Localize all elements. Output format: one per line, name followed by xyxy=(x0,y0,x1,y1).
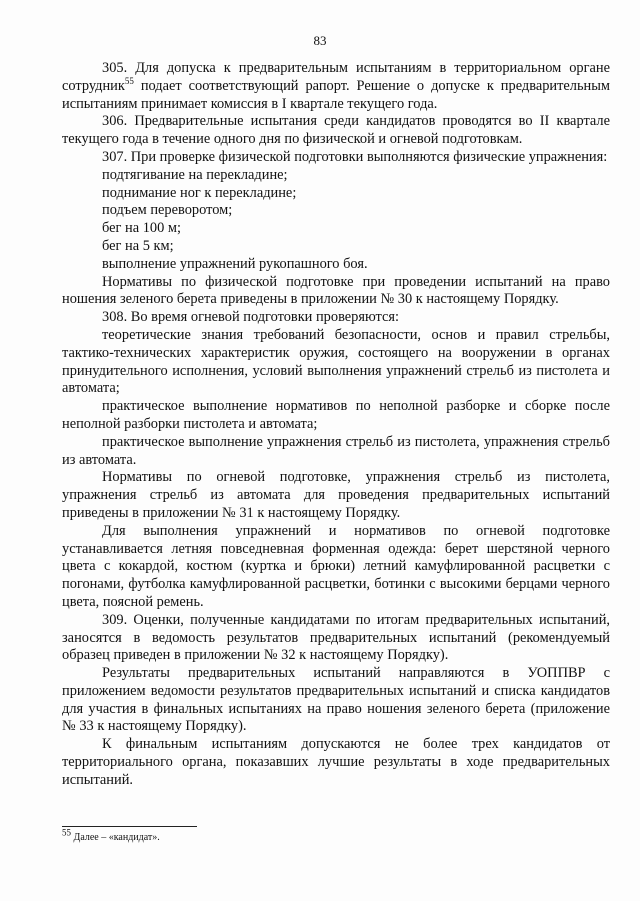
paragraph: Результаты предварительных испытаний направляются в УОППВР с приложением ведомости результатов предварительных испытаний и списка кандидатов для участия в финальных испытаниях на право ношения зеленого берета (приложение № 33 к настоящему Порядку). xyxy=(62,665,610,735)
paragraph: Нормативы по огневой подготовке, упражнения стрельб из пистолета, упражнения стрельб из автомата для проведения предварительных испытаний приведены в приложении № 31 к настоящему Порядку. xyxy=(62,469,610,521)
footnote-divider xyxy=(62,826,197,827)
list-item: подтягивание на перекладине; xyxy=(102,166,288,183)
list-item: теоретические знания требований безопасности, основ и правил стрельбы, тактико-технических характеристик оружия, состоящего на вооружении в органах принудительного исполнения, условий выполнения упражнений стрельб из пистолета и автомата; xyxy=(62,326,610,397)
paragraph: Для выполнения упражнений и нормативов по огневой подготовке устанавливается летняя повседневная форменная одежда: берет шерстяной черного цвета с кокардой, костюм (куртка и брюки) летний камуфлированной расцветки с погонами, футболка камуфлированной расцветки, ботинки с высокими берцами черного цвета, поясной ремень. xyxy=(62,522,610,610)
paragraph: К финальным испытаниям допускаются не более трех кандидатов от территориального органа, показавших лучшие результаты в ходе предварительных испытаний. xyxy=(62,736,610,788)
paragraph-text: 305. Для допуска к предварительным испытаниям в территориальном органе сотрудник xyxy=(62,60,610,94)
paragraph-309: 309. Оценки, полученные кандидатами по итогам предварительных испытаний, заносятся в ведомость результатов предварительных испытаний (рекомендуемый образец приведен в приложении № 32 к настоящему Порядку). xyxy=(62,611,610,664)
document-body xyxy=(62,60,610,790)
paragraph: Нормативы по физической подготовке при проведении испытаний на право ношения зеленого берета приведены в приложении № 30 к настоящему Порядку. xyxy=(62,273,610,308)
list-item: поднимание ног к перекладине; xyxy=(102,184,297,201)
paragraph-306: 306. Предварительные испытания среди кандидатов проводятся во II квартале текущего года в течение одного дня по физической и огневой подготовкам. xyxy=(62,113,610,148)
list-item: практическое выполнение упражнения стрельб из пистолета, упражнения стрельб из автомата. xyxy=(62,433,610,468)
paragraph-305 xyxy=(62,60,610,113)
list-item: подъем переворотом; xyxy=(102,202,233,219)
list-item: бег на 100 м; xyxy=(102,220,181,237)
footnote xyxy=(62,827,462,844)
page-number: 83 xyxy=(313,33,327,48)
paragraph-307: 307. При проверке физической подготовки выполняются физические упражнения: xyxy=(102,148,608,165)
paragraph-308: 308. Во время огневой подготовки проверяются: xyxy=(102,309,400,326)
footnote-ref[interactable]: 55 xyxy=(124,76,134,86)
paragraph-text: подает соответствующий рапорт. Решение о допуске к предварительным испытаниям принимает комиссия в I квартале текущего года. xyxy=(62,77,610,112)
footnote-text: Далее – «кандидат». xyxy=(71,832,160,843)
list-item: выполнение упражнений рукопашного боя. xyxy=(102,255,368,272)
list-item: бег на 5 км; xyxy=(102,237,174,254)
list-item: практическое выполнение нормативов по неполной разборке и сборке после неполной разборки пистолета и автомата; xyxy=(62,398,610,432)
footnote-number: 55 xyxy=(62,827,71,838)
